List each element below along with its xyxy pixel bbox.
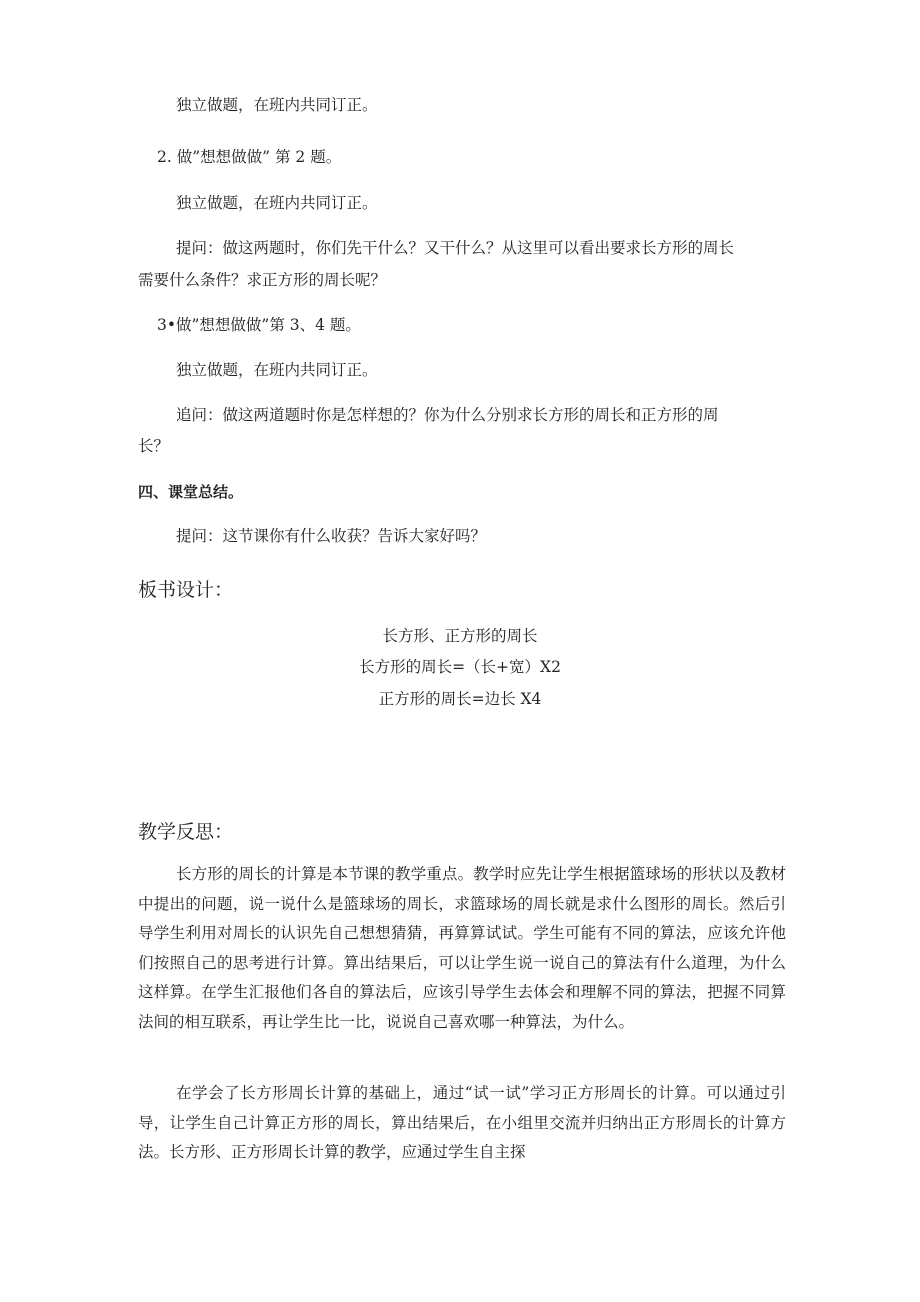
text-line: 独立做题，在班内共同订正。 — [176, 96, 378, 114]
reflection-paragraph-2: 在学会了长方形周长计算的基础上，通过“试一试”学习正方形周长的计算。可以通过引导，让学生自己计算正方形的周长，算出结果后，在小组里交流并归纳出正方形周长的计算方法。长方形、正方形周长计算的教学，应通过学生自主探 — [138, 1084, 786, 1161]
text-line: 独立做题，在班内共同订正。 — [176, 194, 378, 212]
section-heading: 四、课堂总结。 — [138, 483, 244, 501]
text-line: 独立做题，在班内共同订正。 — [176, 361, 378, 379]
followup-line-cont: 长？ — [138, 437, 170, 455]
followup-line: 追问：做这两道题时你是怎样想的？你为什么分别求长方形的周长和正方形的周 — [176, 406, 719, 424]
exercise-item-3: 3•做”想想做做”第 3、4 题。 — [157, 316, 361, 334]
reflection-paragraph-1: 长方形的周长的计算是本节课的教学重点。教学时应先让学生根据篮球场的形状以及教材中提出的问题，说一说什么是篮球场的周长，求篮球场的周长就是求什么图形的周长。然后引导学生利用对周长的认识先自己想想猜猜，再算算试试。学生可能有不同的算法，应该允许他们按照自己的思考进行计算。算出结果后，可以让学生说一说自己的算法有什么道理，为什么这样算。在学生汇报他们各自的算法后，应该引导学生去体会和理解不同的算法，把握不同算法间的相互联系，再让学生比一比，说说自己喜欢哪一种算法，为什么。 — [138, 865, 786, 1031]
board-formula-rectangle: 长方形的周长=（长+宽）X2 — [359, 658, 561, 676]
exercise-item-2: 2. 做”想想做做” 第 2 题。 — [157, 148, 342, 166]
board-formula-square: 正方形的周长=边长 X4 — [378, 690, 542, 708]
question-line-cont: 需要什么条件？求正方形的周长呢？ — [138, 271, 387, 289]
summary-question: 提问：这节课你有什么收获？告诉大家好吗？ — [176, 527, 487, 545]
question-line: 提问：做这两题时，你们先干什么？又干什么？从这里可以看出要求长方形的周长 — [176, 239, 735, 257]
board-title: 长方形、正方形的周长 — [382, 627, 538, 645]
board-design-heading: 板书设计： — [138, 579, 234, 601]
reflection-heading: 教学反思： — [138, 821, 234, 843]
